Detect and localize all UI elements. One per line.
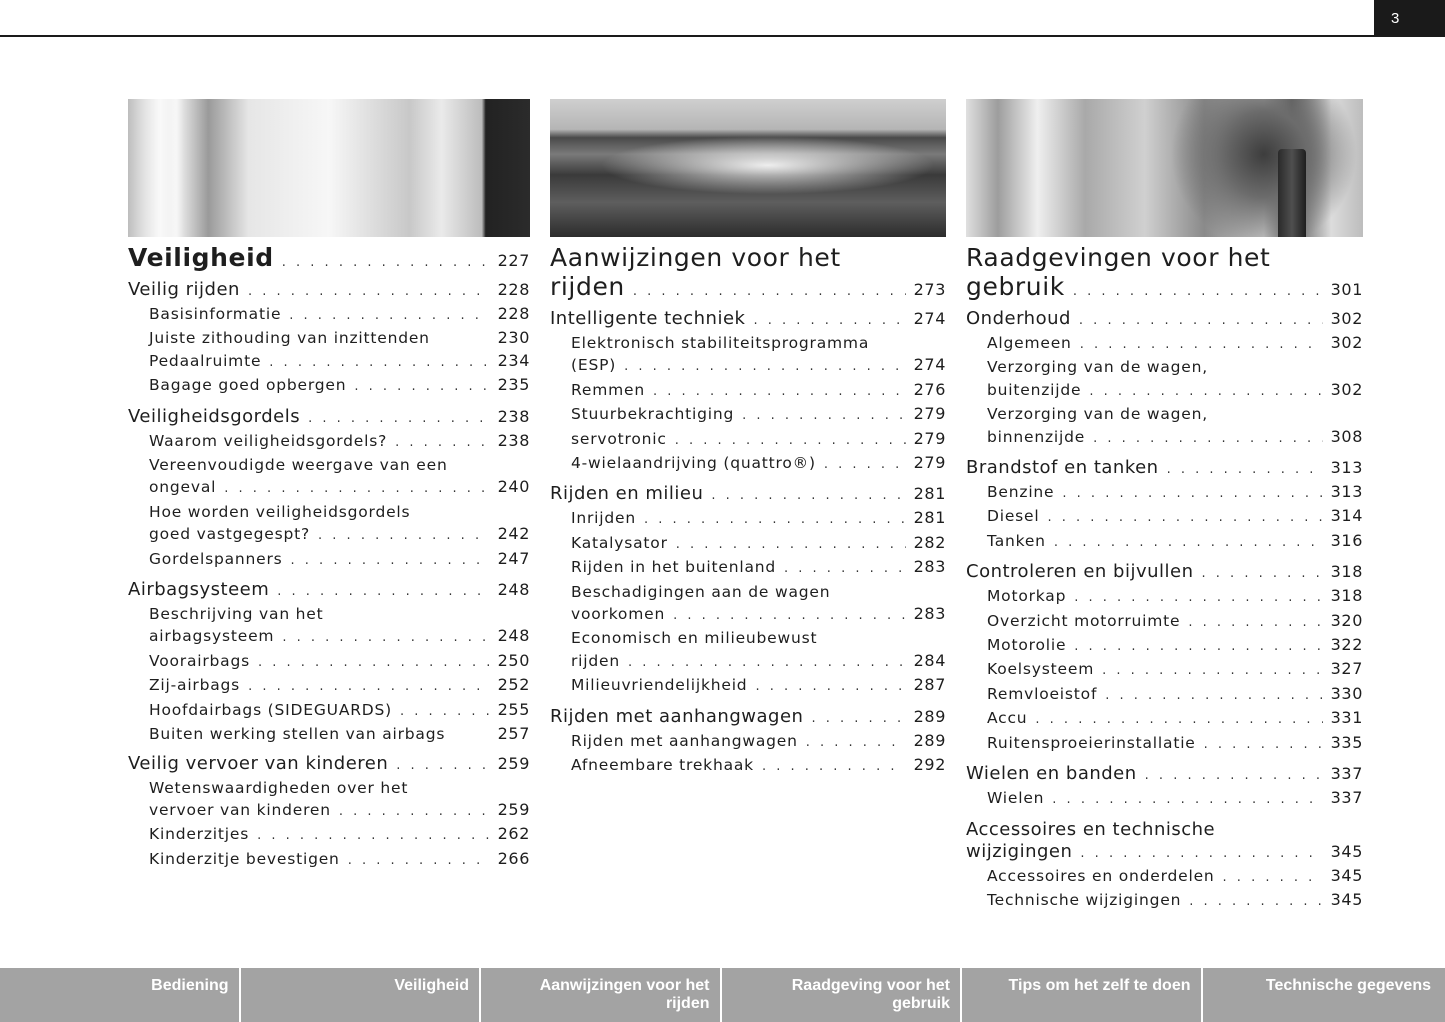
item-label-line: rijden [571, 651, 620, 670]
leader-dots [1074, 587, 1322, 609]
item-label: Rijden met aanhangwagen [571, 731, 798, 750]
item-page: 327 [1330, 659, 1363, 679]
leader-dots [1080, 334, 1323, 356]
item-label: Technische wijzigingen [987, 890, 1182, 909]
toc-section[interactable] [550, 483, 946, 507]
tab-label: Technische gegevens [1265, 977, 1431, 994]
section-page: 274 [913, 309, 946, 328]
chapter-page: 273 [913, 280, 946, 299]
header-rule [0, 35, 1445, 37]
item-page: 314 [1330, 506, 1363, 526]
tab-label: Aanwijzingen voor het [539, 977, 710, 994]
leader-dots [1189, 891, 1322, 913]
item-page: 292 [913, 755, 946, 775]
leader-dots [1079, 310, 1323, 332]
item-label-line: Verzorging van de wagen, [987, 405, 1208, 424]
toc-item[interactable] [128, 327, 530, 349]
toc-item[interactable] [128, 823, 530, 847]
item-page: 289 [913, 730, 946, 750]
toc-item[interactable] [966, 530, 1363, 554]
leader-dots [753, 310, 905, 332]
oilcan-shape [1278, 149, 1306, 237]
item-label-line: Verzorging van de wagen, [987, 358, 1208, 377]
item-label: Tanken [987, 531, 1046, 550]
item-label: Ruitensproeierinstallatie [987, 733, 1196, 752]
item-label: Motorolie [987, 636, 1067, 655]
section-label: Brandstof en tanken [966, 457, 1159, 479]
item-page: 240 [497, 477, 530, 497]
leader-dots [673, 605, 906, 627]
toc-item[interactable] [966, 707, 1363, 731]
section-label: Controleren en bijvullen [966, 561, 1194, 583]
leader-dots [224, 478, 489, 500]
item-label: Katalysator [571, 533, 668, 552]
toc-item[interactable] [966, 889, 1363, 913]
item-label: servotronic [571, 429, 667, 448]
item-label: Kinderzitje bevestigen [149, 849, 340, 868]
toc-item[interactable] [550, 754, 946, 778]
chapter-page: 227 [497, 251, 530, 270]
footer-tab-tips[interactable] [962, 968, 1203, 1022]
toc-item[interactable] [966, 610, 1363, 634]
leader-dots [762, 756, 906, 778]
section-page: 248 [497, 580, 530, 600]
footer-tab-technische-gegevens[interactable] [1203, 968, 1445, 1022]
item-label-line: Hoe worden veiligheidsgordels [149, 502, 411, 521]
leader-dots [291, 550, 490, 572]
chapter-title-line: rijden [550, 272, 625, 301]
item-label-line: Vereenvoudigde weergave van een [149, 456, 448, 475]
item-page: 234 [497, 350, 530, 370]
item-label: Zij-airbags [149, 676, 241, 695]
item-page: 287 [913, 675, 946, 695]
leader-dots [289, 305, 489, 327]
leader-dots [1089, 381, 1322, 403]
tab-label: Veiligheid [394, 977, 469, 994]
section-label-line: Accessoires en technische [966, 818, 1216, 840]
chapter-page: 301 [1330, 280, 1363, 299]
leader-dots [282, 627, 489, 649]
toc-item[interactable] [966, 505, 1363, 529]
toc-item[interactable] [966, 356, 1363, 403]
item-label: Algemeen [987, 334, 1072, 352]
leader-dots [308, 408, 490, 430]
item-page: 238 [497, 430, 530, 450]
toc-item[interactable] [128, 674, 530, 698]
toc-item[interactable] [550, 730, 946, 754]
photo-road [550, 99, 946, 237]
section-label: Veilig rijden [128, 279, 240, 300]
toc-section[interactable] [128, 579, 530, 603]
item-page: 230 [497, 328, 530, 348]
item-label-line: buitenzijde [987, 380, 1082, 399]
toc-item[interactable] [128, 350, 530, 374]
section-page: 345 [1330, 841, 1363, 861]
item-page: 313 [1330, 482, 1363, 502]
leader-dots [755, 676, 905, 698]
item-page: 337 [1330, 788, 1363, 808]
item-label-line: voorkomen [571, 605, 666, 624]
leader-dots [1048, 507, 1323, 529]
leader-dots [282, 255, 490, 270]
page-number: 3 [1374, 0, 1445, 37]
toc-section[interactable] [966, 308, 1363, 332]
section-page: 289 [913, 706, 946, 726]
item-label: Kinderzitjes [149, 825, 250, 844]
toc-item[interactable] [550, 556, 946, 580]
leader-dots [396, 755, 489, 777]
toc-item[interactable] [128, 374, 530, 398]
toc-section[interactable] [128, 279, 530, 303]
section-label: Veilig vervoer van kinderen [128, 752, 389, 774]
toc-list [966, 308, 1363, 913]
section-page: 228 [497, 280, 530, 299]
leader-dots [1080, 843, 1322, 865]
leader-dots [628, 652, 906, 674]
toc-item[interactable] [966, 634, 1363, 658]
chapter-title-line: Raadgevingen voor het [966, 243, 1271, 272]
item-page: 279 [913, 404, 946, 424]
item-page: 228 [497, 304, 530, 323]
toc-item[interactable] [128, 548, 530, 572]
item-page: 284 [913, 650, 946, 670]
item-label: 4-wielaandrijving (quattro®) [571, 454, 816, 473]
toc-item[interactable] [966, 787, 1363, 811]
item-label-line: (ESP) [571, 356, 617, 375]
toc-column-aanwijzingen [550, 99, 946, 779]
section-label-line: wijzigingen [966, 840, 1073, 862]
leader-dots [806, 732, 906, 754]
item-page: 322 [1330, 635, 1363, 655]
item-label: Wielen [987, 789, 1045, 808]
section-page: 313 [1330, 458, 1363, 478]
item-label: Gordelspanners [149, 549, 283, 568]
item-page: 302 [1330, 379, 1363, 399]
item-page: 257 [497, 724, 530, 744]
item-label: Diesel [987, 507, 1040, 526]
item-label-line: ongeval [149, 478, 217, 497]
item-label: Stuurbekrachtiging [571, 405, 735, 424]
leader-dots [1188, 612, 1322, 634]
item-label-line: Wetenswaardigheden over het [149, 778, 409, 797]
item-label: Hoofdairbags (SIDEGUARDS) [149, 700, 393, 719]
toc-item[interactable] [128, 430, 530, 454]
item-page: 276 [913, 379, 946, 399]
item-page: 242 [497, 524, 530, 544]
item-page: 247 [497, 548, 530, 568]
item-label-line: Beschrijving van het [149, 605, 324, 624]
section-page: 238 [497, 406, 530, 426]
section-page: 337 [1330, 764, 1363, 784]
toc-item[interactable] [550, 581, 946, 628]
toc-section[interactable] [966, 763, 1363, 787]
item-page: 308 [1330, 426, 1363, 446]
toc-item[interactable] [966, 585, 1363, 609]
chapter-heading[interactable] [966, 243, 1363, 301]
toc-item[interactable] [550, 507, 946, 531]
tab-label: Tips om het zelf te doen [1008, 977, 1191, 994]
section-page: 318 [1330, 562, 1363, 582]
item-label: Juiste zithouding van inzittenden [149, 329, 430, 348]
toc-section[interactable] [128, 753, 530, 777]
leader-dots [1145, 765, 1323, 787]
section-label: Rijden met aanhangwagen [550, 705, 804, 727]
item-label: Overzicht motorruimte [987, 611, 1181, 630]
item-page: 266 [497, 848, 530, 868]
leader-dots [258, 652, 490, 674]
section-label: Wielen en banden [966, 763, 1137, 785]
leader-dots [1093, 428, 1323, 450]
leader-dots [1204, 734, 1323, 756]
chapter-title: Veiligheid [128, 243, 274, 272]
photo-seatbelt [128, 99, 530, 237]
chapter-title-line: gebruik [966, 272, 1065, 301]
tab-label: gebruik [892, 995, 950, 1012]
toc-item[interactable] [966, 732, 1363, 756]
leader-dots [676, 534, 906, 556]
toc-item[interactable] [128, 454, 530, 501]
toc-section[interactable] [550, 308, 946, 332]
leader-dots [1062, 483, 1322, 505]
leader-dots [633, 284, 906, 299]
toc-item[interactable] [550, 674, 946, 698]
toc-column-raadgevingen [966, 99, 1363, 913]
tab-label: Raadgeving voor het [791, 977, 950, 994]
toc-item[interactable] [550, 403, 946, 427]
leader-dots [1074, 636, 1322, 658]
chapter-heading[interactable] [128, 243, 530, 272]
leader-dots [1167, 459, 1323, 481]
chapter-heading[interactable] [550, 243, 946, 301]
leader-dots [257, 825, 490, 847]
leader-dots [1073, 284, 1323, 299]
leader-dots [653, 381, 906, 403]
toc-item[interactable] [550, 428, 946, 452]
toc-item[interactable] [550, 627, 946, 674]
leader-dots [1223, 867, 1323, 889]
item-label: Basisinformatie [149, 305, 282, 323]
leader-dots [1054, 532, 1323, 554]
leader-dots [784, 558, 906, 580]
item-page: 248 [497, 626, 530, 646]
section-label: Airbagsysteem [128, 579, 270, 601]
toc-item[interactable] [128, 650, 530, 674]
item-label-line: Economisch en milieubewust [571, 629, 818, 648]
leader-dots [1202, 563, 1323, 585]
toc-item[interactable] [128, 303, 530, 327]
item-page: 279 [913, 453, 946, 473]
chapter-title-line: Aanwijzingen voor het [550, 243, 841, 272]
leader-dots [742, 405, 906, 427]
leader-dots [248, 281, 490, 303]
section-label: Intelligente techniek [550, 308, 746, 329]
item-label: Remmen [571, 380, 645, 399]
item-label: Accessoires en onderdelen [987, 866, 1215, 885]
item-page: 259 [497, 799, 530, 819]
item-page: 281 [913, 508, 946, 528]
leader-dots [1035, 709, 1322, 731]
item-label: Benzine [987, 483, 1055, 502]
toc-item[interactable] [550, 379, 946, 403]
toc-item[interactable] [550, 532, 946, 556]
leader-dots [824, 454, 906, 476]
leader-dots [269, 352, 489, 374]
leader-dots [644, 509, 906, 531]
item-label-line: Beschadigingen aan de wagen [571, 582, 831, 601]
item-label: Buiten werking stellen van airbags [149, 725, 446, 744]
section-label: Veiligheidsgordels [128, 405, 301, 427]
photo-oilcan [966, 99, 1363, 237]
item-page: 283 [913, 604, 946, 624]
footer-tab-bar [0, 968, 1445, 1022]
item-label: Remvloeistof [987, 684, 1098, 703]
item-page: 262 [497, 824, 530, 844]
item-page: 255 [497, 699, 530, 719]
item-page: 345 [1330, 865, 1363, 885]
section-label: Rijden en milieu [550, 483, 704, 505]
item-page: 235 [497, 375, 530, 395]
footer-tab-raadgeving[interactable] [722, 968, 963, 1022]
section-label: Onderhoud [966, 308, 1071, 329]
toc-section[interactable] [966, 561, 1363, 585]
leader-dots [354, 376, 489, 398]
toc-section[interactable] [550, 706, 946, 730]
item-page: 282 [913, 532, 946, 552]
item-label: Motorkap [987, 587, 1067, 606]
item-label: Voorairbags [149, 651, 250, 670]
leader-dots [348, 850, 490, 872]
item-label-line: goed vastgegespt? [149, 525, 311, 544]
tab-label: rijden [665, 995, 710, 1012]
item-page: 283 [913, 557, 946, 577]
toc-item[interactable] [966, 403, 1363, 450]
item-page: 345 [1330, 889, 1363, 909]
item-label: Koelsysteem [987, 660, 1095, 679]
item-page: 318 [1330, 586, 1363, 606]
leader-dots [811, 708, 905, 730]
leader-dots [711, 485, 905, 507]
item-label: Inrijden [571, 509, 636, 528]
item-label-line: binnenzijde [987, 427, 1086, 446]
section-page: 281 [913, 484, 946, 504]
item-label: Rijden in het buitenland [571, 558, 777, 577]
section-page: 302 [1330, 309, 1363, 328]
toc-item[interactable] [550, 452, 946, 476]
item-page: 302 [1330, 333, 1363, 352]
toc-section[interactable] [966, 457, 1363, 481]
toc-item[interactable] [966, 332, 1363, 356]
footer-tab-bediening[interactable] [0, 968, 241, 1022]
toc-section[interactable] [966, 819, 1363, 865]
item-label-line: airbagsysteem [149, 627, 275, 646]
toc-column-veiligheid [128, 99, 530, 872]
footer-tab-aanwijzingen[interactable] [481, 968, 722, 1022]
toc-item[interactable] [966, 865, 1363, 889]
toc-list [128, 279, 530, 872]
item-page: 274 [913, 355, 946, 375]
leader-dots [400, 701, 490, 723]
item-label-line: Elektronisch stabiliteitsprogramma [571, 334, 870, 352]
toc-item[interactable] [128, 848, 530, 872]
toc-item[interactable] [966, 683, 1363, 707]
item-label: Waarom veiligheidsgordels? [149, 431, 388, 450]
footer-tab-veiligheid[interactable] [241, 968, 482, 1022]
item-label: Accu [987, 709, 1028, 728]
item-label: Pedaalruimte [149, 351, 262, 370]
item-page: 335 [1330, 732, 1363, 752]
item-page: 279 [913, 428, 946, 448]
leader-dots [318, 525, 490, 547]
item-label: Milieuvriendelijkheid [571, 676, 748, 695]
item-label: Afneembare trekhaak [571, 756, 754, 775]
item-page: 316 [1330, 530, 1363, 550]
item-page: 320 [1330, 610, 1363, 630]
leader-dots [1105, 685, 1322, 707]
toc-item[interactable] [128, 603, 530, 650]
toc-item[interactable] [128, 501, 530, 548]
tab-label: Bediening [151, 977, 229, 994]
item-label-line: vervoer van kinderen [149, 800, 331, 819]
leader-dots [395, 432, 490, 454]
item-label: Bagage goed opbergen [149, 376, 347, 395]
toc-item[interactable] [128, 699, 530, 723]
toc-item[interactable] [550, 332, 946, 379]
toc-item[interactable] [966, 658, 1363, 682]
item-page: 250 [497, 650, 530, 670]
toc-section[interactable] [128, 406, 530, 430]
toc-item[interactable] [128, 777, 530, 824]
leader-dots [248, 676, 490, 698]
leader-dots [1052, 789, 1322, 811]
leader-dots [675, 430, 906, 452]
leader-dots [339, 801, 490, 823]
leader-dots [1102, 660, 1323, 682]
toc-item[interactable] [128, 723, 530, 745]
toc-list [550, 308, 946, 779]
toc-item[interactable] [966, 481, 1363, 505]
item-page: 252 [497, 675, 530, 695]
leader-dots [277, 581, 489, 603]
item-page: 331 [1330, 708, 1363, 728]
leader-dots [624, 356, 906, 378]
section-page: 259 [497, 753, 530, 773]
item-page: 330 [1330, 683, 1363, 703]
